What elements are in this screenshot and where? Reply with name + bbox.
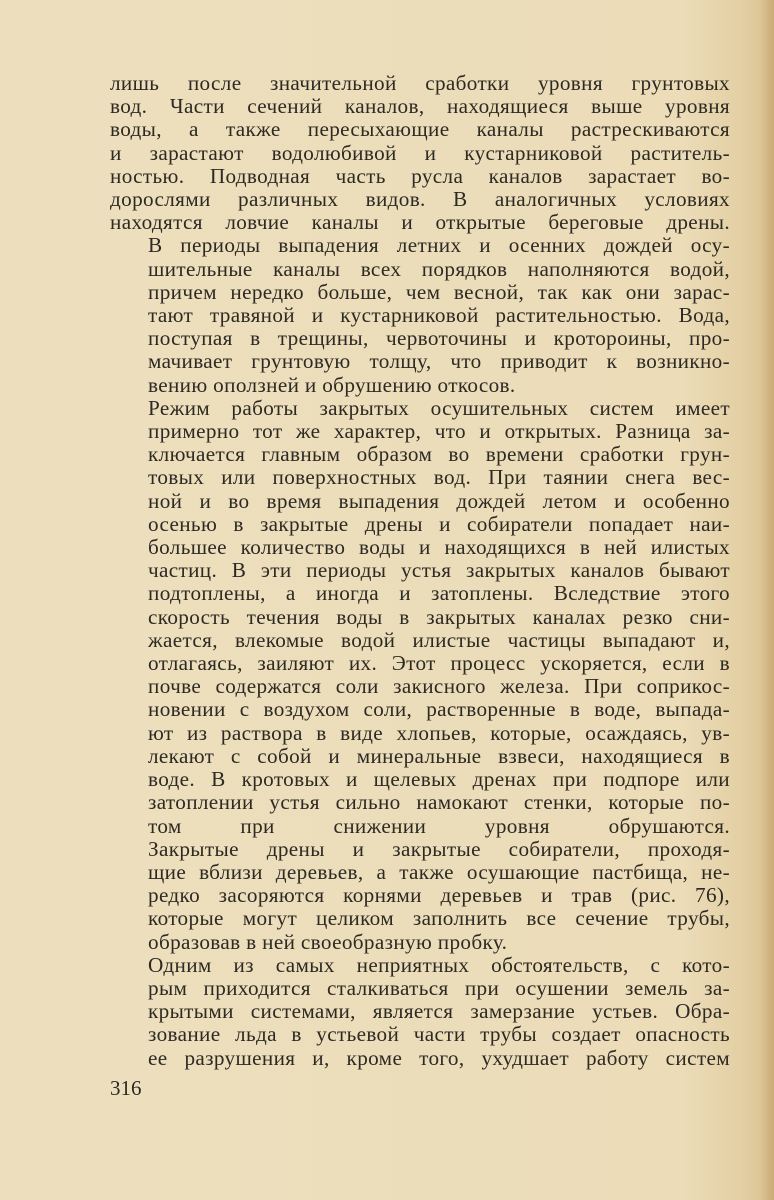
paragraph-3: [110, 397, 730, 838]
text-line: находятся ловчие каналы и открытые береговые дрены.: [110, 211, 730, 235]
text-line: подтоплены, а иногда и затоплены. Вследствие этого: [148, 582, 730, 606]
text-line: вению оползней и обрушению откосов.: [148, 373, 516, 397]
text-line: скорость течения воды в закрытых каналах резко сни-: [148, 605, 730, 629]
page-edge-shadow: [760, 0, 774, 1200]
text-line: лишь после значительной сработки уровня грунтовых: [110, 72, 730, 95]
text-line: дорослями различных видов. В аналогичных условиях: [110, 188, 730, 212]
text-line: Одним из самых неприятных обстоятельств, с кото-: [148, 953, 730, 977]
text-line: воды, а также пересыхающие каналы растрескиваются: [110, 118, 730, 142]
text-line: которые могут целиком заполнить все сечение трубы,: [148, 907, 730, 931]
text-line: В периоды выпадения летних и осенних дождей осу-: [148, 234, 730, 258]
paragraph-5: [110, 954, 730, 1070]
text-line: крытыми системами, является замерзание устьев. Обра-: [148, 1000, 730, 1024]
text-line: вод. Части сечений каналов, находящиеся выше уровня: [110, 95, 730, 119]
text-line: редко засоряются корнями деревьев и трав (рис. 76),: [148, 884, 730, 908]
text-line: ют из раствора в виде хлопьев, которые, осаждаясь, ув-: [148, 721, 730, 745]
text-line: мачивает грунтовую толщу, что приводит к возникно-: [148, 350, 730, 374]
text-line: примерно тот же характер, что и открытых. Разница за-: [148, 420, 730, 444]
text-line: шительные каналы всех порядков наполняются водой,: [148, 257, 730, 281]
text-line: ностью. Подводная часть русла каналов зарастает во-: [110, 164, 730, 188]
text-line: Режим работы закрытых осушительных систем имеет: [148, 396, 730, 420]
text-line: товых или поверхностных вод. При таянии снега вес-: [148, 466, 730, 490]
text-line: зование льда в устьевой части трубы создает опасность: [148, 1023, 730, 1047]
text-line: почве содержатся соли закисного железа. При соприкос-: [148, 675, 730, 699]
text-line: ее разрушения и, кроме того, ухудшает работу систем: [148, 1046, 730, 1070]
text-line: ключается главным образом во времени сработки грун-: [148, 443, 730, 467]
text-line: осенью в закрытые дрены и собиратели попадает наи-: [148, 512, 730, 536]
paragraph-2: [110, 234, 730, 396]
text-line: новении с воздухом соли, растворенные в воде, выпада-: [148, 698, 730, 722]
text-line: образовав в ней своеобразную пробку.: [148, 930, 508, 954]
text-line: воде. В кротовых и щелевых дренах при подпоре или: [148, 768, 730, 792]
text-line: ной и во время выпадения дождей летом и особенно: [148, 489, 730, 513]
text-line: Закрытые дрены и закрытые собиратели, проходя-: [148, 837, 730, 861]
text-line: причем нередко больше, чем весной, так как они зарас-: [148, 280, 730, 304]
text-line: рым приходится сталкиваться при осушении земель за-: [148, 976, 730, 1000]
text-line: жается, влекомые водой илистые частицы выпадают и,: [148, 628, 730, 652]
text-line: щие вблизи деревьев, а также осушающие пастбища, не-: [148, 860, 730, 884]
text-line: том при снижении уровня обрушаются.: [148, 814, 730, 838]
text-line: частиц. В эти периоды устья закрытых каналов бывают: [148, 559, 730, 583]
text-line: поступая в трещины, червоточины и кротороины, про-: [148, 327, 730, 351]
text-line: большее количество воды и находящихся в ней илистых: [148, 536, 730, 560]
text-line: и зарастают водолюбивой и кустарниковой раститель-: [110, 141, 730, 165]
body-text: [110, 72, 730, 1070]
paragraph-1: [110, 72, 730, 234]
text-line: лекают с собой и минеральные взвеси, находящиеся в: [148, 744, 730, 768]
text-line: отлагаясь, заиляют их. Этот процесс ускоряется, если в: [148, 652, 730, 676]
text-line: затоплении устья сильно намокают стенки, которые по-: [148, 791, 730, 815]
text-line: тают травяной и кустарниковой растительностью. Вода,: [148, 304, 730, 328]
paragraph-4: [110, 838, 730, 954]
page-number: 316: [110, 1076, 142, 1100]
